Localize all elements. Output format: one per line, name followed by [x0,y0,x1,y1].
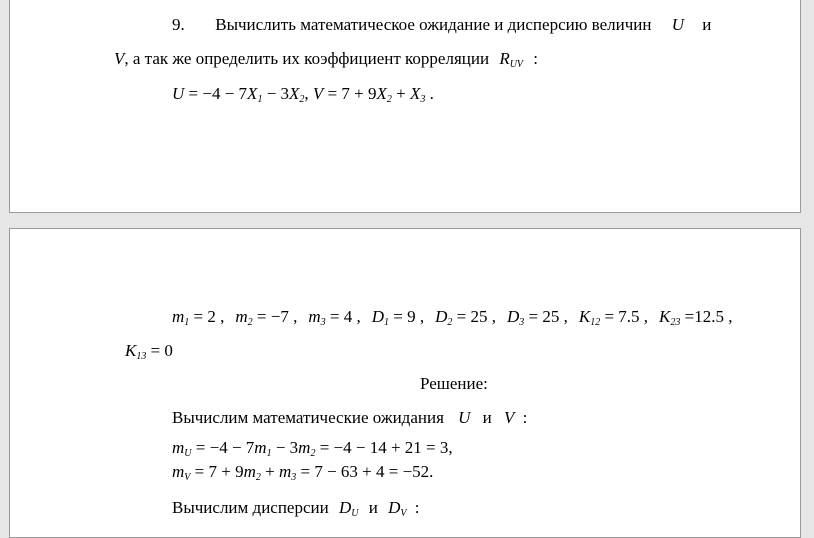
param-d1: $D_1 = 9$ , [371,307,425,328]
document-page-2 [9,228,801,538]
formula-u-lhs: U [172,84,185,103]
expectation-mv: $m_V = 7 + 9m_2 + m_3 = 7 - 63 + 4 = -52$. [172,462,434,483]
param-d3: $D_3 = 25$ , [506,307,568,328]
formula-u-b: − 3 [262,84,290,103]
dispersion-intro: Вычислим дисперсии $D_U$ и $D_V$ : [172,498,420,519]
formula-u-x2-sub: 2 [299,94,305,105]
formula-v-x3: X [409,84,421,103]
formula-u-x1: X [247,84,258,103]
formula-v-x3-sub: 3 [420,94,426,105]
param-m2: $m_2 = -7$ , [235,307,298,328]
document-page-1 [9,0,801,213]
params-line [172,307,732,333]
and-word: и [702,15,712,34]
formula-v-lhs: V [312,84,324,103]
param-m1: $m_1 = 2$ , [172,307,225,328]
var-u: U [671,15,684,34]
var-v: V [114,49,125,68]
formula-u-a: = −4 − 7 [184,84,248,103]
formula-v-x2-sub: 2 [386,94,392,105]
r-symbol: R [499,49,510,68]
param-k23: $K_{23} =12.5$ , [659,307,733,328]
formula-sep: , [304,84,313,103]
r-subscript: UV [509,59,524,70]
formula-u-x2: X [289,84,300,103]
task-text-1: Вычислить математическое ожидание и дисперсию величин [215,15,652,34]
task-text-2: , а так же определить их коэффициент корреляции [124,49,490,68]
param-k13: $K_{13} = 0$ [125,341,173,362]
param-k12: $K_{12} = 7.5$ , [578,307,649,328]
formula-line [172,84,434,110]
solution-heading: Решение: [420,374,488,393]
task-line-1 [172,15,711,35]
formula-v-b: + [391,84,410,103]
formula-u-x1-sub: 1 [257,94,263,105]
param-d2: $D_2 = 25$ , [435,307,496,328]
param-m3: $m_3 = 4$ , [308,307,361,328]
task-line-2 [114,49,538,75]
formula-v-a: = 7 + 9 [323,84,377,103]
colon: : [533,49,539,68]
formula-v-x2: X [376,84,387,103]
problem-number: 9. [172,15,185,34]
formula-v-end: . [425,84,434,103]
expectation-mu: $m_U = -4 - 7m_1 - 3m_2 = -4 - 14 + 21 = 3$, [172,438,453,459]
expectations-intro: Вычислим математические ожидания U и V : [172,408,528,427]
